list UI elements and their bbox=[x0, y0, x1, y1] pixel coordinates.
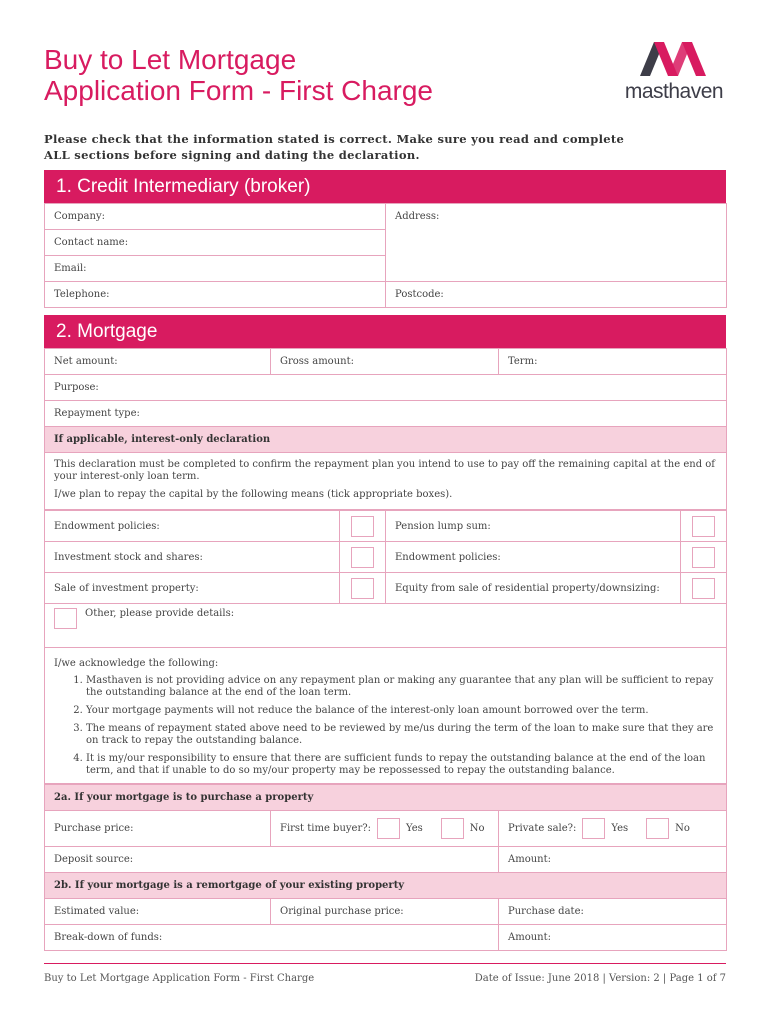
ftb-no-label: No bbox=[469, 823, 485, 834]
ack-item: 4. It is my/our responsibility to ensure that there are sufficient funds to repay the outstanding balance at the end of the loan term, and that if unable to do so my/our property may be repossessed to repay the outstanding balance. bbox=[86, 753, 717, 777]
other-details-field[interactable] bbox=[45, 604, 727, 648]
endowment2-checkbox[interactable] bbox=[692, 547, 715, 568]
footer-page-info: Date of Issue: June 2018 | Version: 2 | Page 1 of 7 bbox=[474, 973, 726, 984]
option-equity-label: Equity from sale of residential property/downsizing: bbox=[386, 573, 681, 604]
ftb-yes-checkbox[interactable] bbox=[377, 818, 400, 839]
purchase-date-field[interactable]: Purchase date: bbox=[499, 899, 727, 925]
equity-checkbox[interactable] bbox=[692, 578, 715, 599]
ack-item: 3. The means of repayment stated above need to be reviewed by me/us during the term of the loan to make sure that they are on track to repay the outstanding balance. bbox=[86, 723, 717, 747]
ftb-yes-label: Yes bbox=[405, 823, 423, 834]
io-text-1: This declaration must be completed to confirm the repayment plan you intend to use to pay off the remaining capital at the end of your interest-only loan term. bbox=[54, 459, 715, 482]
intro-text bbox=[44, 131, 664, 163]
contact-name-field[interactable]: Contact name: bbox=[45, 230, 386, 256]
telephone-field[interactable]: Telephone: bbox=[45, 282, 386, 308]
section-1-heading: 1. Credit Intermediary (broker) bbox=[44, 170, 726, 203]
logo-text: masthaven bbox=[624, 80, 724, 103]
sub-2b-heading: 2b. If your mortgage is a remortgage of your existing property bbox=[45, 873, 727, 899]
other-checkbox[interactable] bbox=[54, 608, 77, 629]
footer-form-name: Buy to Let Mortgage Application Form - First Charge bbox=[44, 973, 315, 984]
section-mortgage bbox=[44, 315, 726, 951]
repayment-options-table bbox=[44, 510, 727, 784]
option-other-label: Other, please provide details: bbox=[85, 608, 235, 619]
io-text-2: I/we plan to repay the capital by the following means (tick appropriate boxes). bbox=[54, 489, 453, 500]
net-amount-field[interactable]: Net amount: bbox=[45, 349, 271, 375]
endowment-checkbox[interactable] bbox=[351, 516, 374, 537]
ps-yes-label: Yes bbox=[611, 823, 629, 834]
ps-no-checkbox[interactable] bbox=[646, 818, 669, 839]
title-line-2: Application Form - First Charge bbox=[44, 75, 434, 106]
intro-line-1: Please check that the information stated is correct. Make sure you read and complete bbox=[44, 132, 625, 146]
ps-yes-checkbox[interactable] bbox=[582, 818, 605, 839]
deposit-source-field[interactable]: Deposit source: bbox=[45, 847, 499, 873]
investment-stock-checkbox[interactable] bbox=[351, 547, 374, 568]
option-investment-stock-label: Investment stock and shares: bbox=[45, 542, 340, 573]
intro-line-2: ALL sections before signing and dating the declaration. bbox=[44, 148, 420, 162]
purchase-table bbox=[44, 784, 727, 951]
page-title bbox=[44, 44, 433, 106]
ftb-no-checkbox[interactable] bbox=[441, 818, 464, 839]
first-time-buyer-cell bbox=[271, 811, 499, 847]
ack-item: 1. Masthaven is not providing advice on any repayment plan or making any guarantee that any plan will be sufficient to repay the outstanding balance at the end of the loan term. bbox=[86, 675, 717, 699]
broker-table bbox=[44, 203, 727, 308]
io-declaration-heading: If applicable, interest-only declaration bbox=[45, 427, 727, 453]
logo-mark-icon bbox=[640, 40, 708, 76]
sub-2a-heading: 2a. If your mortgage is to purchase a property bbox=[45, 785, 727, 811]
ps-no-label: No bbox=[675, 823, 690, 834]
pension-checkbox[interactable] bbox=[692, 516, 715, 537]
section-broker bbox=[44, 170, 726, 308]
acknowledgement-block bbox=[45, 648, 727, 784]
breakdown-amount-field[interactable]: Amount: bbox=[499, 925, 727, 951]
purchase-price-field[interactable]: Purchase price: bbox=[45, 811, 271, 847]
repayment-type-field[interactable]: Repayment type: bbox=[45, 401, 727, 427]
title-line-1: Buy to Let Mortgage bbox=[44, 44, 297, 75]
mortgage-table-top bbox=[44, 348, 727, 510]
company-field[interactable]: Company: bbox=[45, 204, 386, 230]
ack-list bbox=[54, 675, 717, 777]
option-sale-investment-label: Sale of investment property: bbox=[45, 573, 340, 604]
deposit-amount-field[interactable]: Amount: bbox=[499, 847, 727, 873]
option-pension-label: Pension lump sum: bbox=[386, 511, 681, 542]
first-time-buyer-label: First time buyer?: bbox=[280, 823, 371, 834]
purpose-field[interactable]: Purpose: bbox=[45, 375, 727, 401]
section-2-heading: 2. Mortgage bbox=[44, 315, 726, 348]
gross-amount-field[interactable]: Gross amount: bbox=[271, 349, 499, 375]
term-field[interactable]: Term: bbox=[499, 349, 727, 375]
original-purchase-price-field[interactable]: Original purchase price: bbox=[271, 899, 499, 925]
footer-divider bbox=[44, 963, 726, 964]
option-endowment-label: Endowment policies: bbox=[45, 511, 340, 542]
private-sale-label: Private sale?: bbox=[508, 823, 577, 834]
option-endowment2-label: Endowment policies: bbox=[386, 542, 681, 573]
masthaven-logo bbox=[618, 40, 730, 104]
sale-investment-checkbox[interactable] bbox=[351, 578, 374, 599]
ack-heading: I/we acknowledge the following: bbox=[54, 658, 219, 669]
email-field[interactable]: Email: bbox=[45, 256, 386, 282]
address-field[interactable]: Address: bbox=[386, 204, 727, 282]
breakdown-funds-field[interactable]: Break-down of funds: bbox=[45, 925, 499, 951]
io-declaration-text bbox=[45, 453, 727, 510]
private-sale-cell bbox=[499, 811, 727, 847]
estimated-value-field[interactable]: Estimated value: bbox=[45, 899, 271, 925]
ack-item: 2. Your mortgage payments will not reduce the balance of the interest-only loan amount borrowed over the term. bbox=[86, 705, 717, 717]
postcode-field[interactable]: Postcode: bbox=[386, 282, 727, 308]
